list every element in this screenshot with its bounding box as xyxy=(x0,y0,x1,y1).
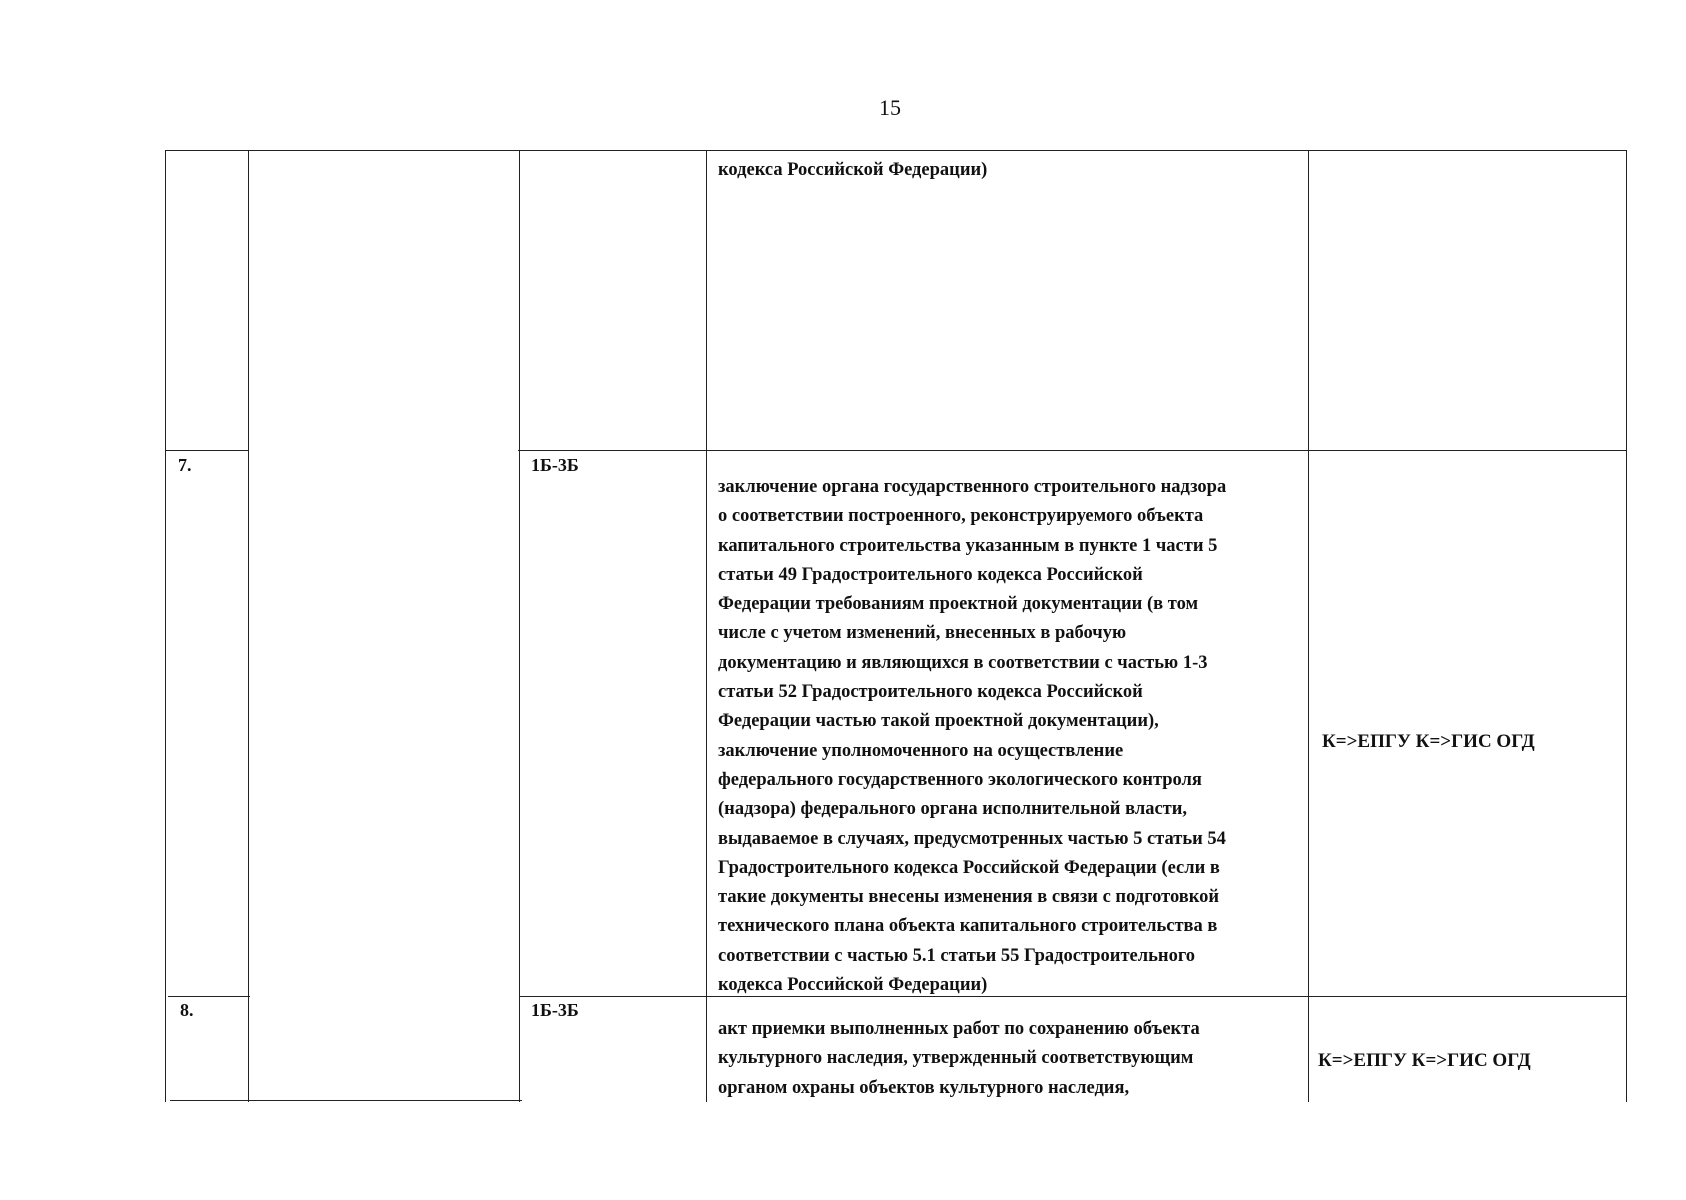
description-line: капитального строительства указанным в пункте 1 части 5 xyxy=(718,535,1218,556)
column-border-right xyxy=(1626,150,1627,1102)
row-7-channel: К=>ЕПГУ К=>ГИС ОГД xyxy=(1322,731,1535,752)
column-border-num xyxy=(248,150,249,1102)
description-line: кодекса Российской Федерации) xyxy=(718,160,988,180)
description-line: Федерации требованиям проектной документации (в том xyxy=(718,594,1199,615)
description-line: выдаваемое в случаях, предусмотренных частью 5 статьи 54 xyxy=(718,828,1226,849)
description-line: Градостроительного кодекса Российской Федерации (если в xyxy=(718,857,1220,878)
column-border-name xyxy=(519,150,520,1102)
row-8-number: 8. xyxy=(180,1000,194,1020)
table-bottom-border xyxy=(170,1100,522,1101)
row-divider-7 xyxy=(518,450,1626,451)
row-0-description xyxy=(718,156,987,185)
description-line: заключение уполномоченного на осуществление xyxy=(718,740,1124,761)
description-line: такие документы внесены изменения в связи с подготовкой xyxy=(718,887,1220,908)
table-top-border xyxy=(165,150,1627,151)
description-line: (надзора) федерального органа исполнительной власти, xyxy=(718,799,1188,820)
row-8-channel: К=>ЕПГУ К=>ГИС ОГД xyxy=(1318,1050,1531,1071)
row-8-code: 1Б-3Б xyxy=(531,1000,579,1020)
column-border-left xyxy=(165,150,166,1102)
description-line: числе с учетом изменений, внесенных в рабочую xyxy=(718,623,1127,644)
row-7-code: 1Б-3Б xyxy=(531,455,579,475)
column-border-description xyxy=(1308,150,1309,1102)
description-line: федерального государственного экологического контроля xyxy=(718,769,1202,790)
description-line: кодекса Российской Федерации) xyxy=(718,975,988,996)
description-line: акт приемки выполненных работ по сохранению объекта xyxy=(718,1019,1200,1039)
description-line: Федерации частью такой проектной документации), xyxy=(718,711,1159,732)
description-line: технического плана объекта капитального строительства в xyxy=(718,916,1218,937)
column-border-code xyxy=(706,150,707,1102)
description-line: культурного наследия, утвержденный соответствующим xyxy=(718,1048,1194,1069)
description-line: соответствии с частью 5.1 статьи 55 Градостроительного xyxy=(718,945,1196,966)
description-line: о соответствии построенного, реконструируемого объекта xyxy=(718,506,1204,527)
description-line: статьи 49 Градостроительного кодекса Российской xyxy=(718,564,1143,585)
description-line: заключение органа государственного строительного надзора xyxy=(718,477,1227,497)
description-line: документацию и являющихся в соответствии с частью 1-3 xyxy=(718,652,1208,673)
row-7-number: 7. xyxy=(178,455,192,475)
page-number: 15 xyxy=(879,95,901,120)
row-8-description xyxy=(718,1015,1200,1103)
row-7-description xyxy=(718,473,1226,1000)
description-line: органом охраны объектов культурного наследия, xyxy=(718,1077,1130,1098)
description-line: статьи 52 Градостроительного кодекса Российской xyxy=(718,682,1143,703)
